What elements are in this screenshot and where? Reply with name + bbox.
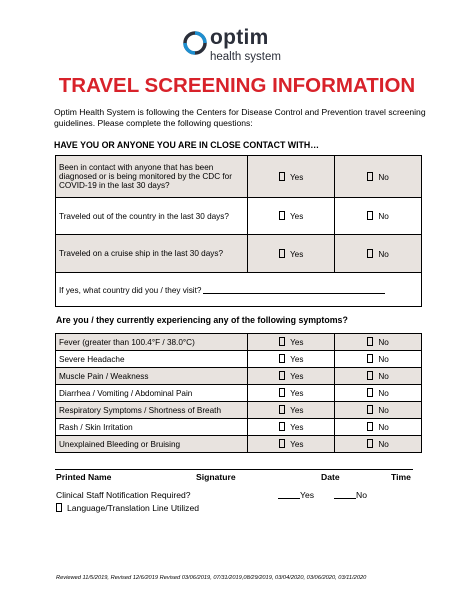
signature-line[interactable] bbox=[55, 469, 413, 470]
yes-option[interactable] bbox=[248, 402, 335, 419]
checkbox-icon[interactable] bbox=[367, 422, 373, 431]
checkbox-icon[interactable] bbox=[279, 354, 285, 363]
yes-option[interactable] bbox=[248, 419, 335, 436]
no-label: No bbox=[378, 172, 389, 182]
table-row bbox=[56, 419, 422, 436]
checkbox-icon[interactable] bbox=[279, 439, 285, 448]
signature-label: Signature bbox=[196, 472, 236, 482]
contact-questions-table bbox=[55, 155, 422, 307]
table-row bbox=[56, 198, 422, 235]
checkbox-icon[interactable] bbox=[279, 211, 285, 220]
yes-option[interactable] bbox=[248, 351, 335, 368]
notification-no-blank[interactable] bbox=[334, 490, 356, 499]
date-label: Date bbox=[321, 472, 340, 482]
yes-label: Yes bbox=[290, 423, 304, 432]
country-question: If yes, what country did you / they visit? bbox=[59, 285, 202, 295]
table-row bbox=[56, 436, 422, 453]
no-option[interactable] bbox=[335, 334, 422, 351]
notification-no-label: No bbox=[356, 490, 367, 500]
page-title: TRAVEL SCREENING INFORMATION bbox=[58, 74, 416, 97]
no-label: No bbox=[378, 406, 389, 415]
checkbox-icon[interactable] bbox=[367, 337, 373, 346]
checkbox-icon[interactable] bbox=[367, 371, 373, 380]
checkbox-icon[interactable] bbox=[367, 405, 373, 414]
checkbox-icon[interactable] bbox=[279, 249, 285, 258]
language-line-option[interactable] bbox=[56, 503, 199, 513]
no-label: No bbox=[378, 212, 389, 221]
intro-text: Optim Health System is following the Centers for Disease Control and Prevention travel screening guidelines. Please complete the following questions: bbox=[54, 107, 426, 128]
no-option[interactable] bbox=[335, 156, 422, 198]
no-label: No bbox=[378, 338, 389, 347]
notification-yes[interactable] bbox=[278, 490, 314, 500]
table-row bbox=[56, 334, 422, 351]
table-row bbox=[56, 156, 422, 198]
table-row bbox=[56, 351, 422, 368]
no-label: No bbox=[378, 423, 389, 432]
no-option[interactable] bbox=[335, 351, 422, 368]
yes-label: Yes bbox=[289, 172, 304, 182]
yes-label: Yes bbox=[290, 389, 304, 398]
yes-label: Yes bbox=[290, 372, 304, 381]
yes-option[interactable] bbox=[248, 436, 335, 453]
country-input[interactable] bbox=[203, 285, 385, 294]
optim-logo bbox=[182, 28, 312, 68]
no-label: No bbox=[378, 249, 389, 259]
checkbox-icon[interactable] bbox=[367, 439, 373, 448]
question-cell: Been in contact with anyone that has been diagnosed or is being monitored by the CDC for COVID-19 in the last 30 days? bbox=[56, 156, 248, 198]
symptoms-table bbox=[55, 333, 422, 453]
yes-option[interactable] bbox=[248, 198, 335, 235]
yes-option[interactable] bbox=[248, 156, 335, 198]
yes-label: Yes bbox=[290, 338, 304, 347]
optim-logo-icon bbox=[182, 30, 208, 56]
logo-wordmark: optim bbox=[210, 26, 269, 49]
yes-label: Yes bbox=[290, 440, 304, 449]
no-option[interactable] bbox=[335, 385, 422, 402]
question-cell: Traveled out of the country in the last 30 days? bbox=[56, 198, 248, 235]
question-cell: Rash / Skin Irritation bbox=[56, 419, 248, 436]
language-line-label: Language/Translation Line Utilized bbox=[67, 503, 200, 513]
no-option[interactable] bbox=[335, 436, 422, 453]
no-option[interactable] bbox=[335, 419, 422, 436]
revision-note: Reviewed 11/5/2019, Revised 12/6/2019 Revised 03/06/2019, 07/31/2019,08/29/2019, 03/04/2020, 03/06/2020, 03/11/2020 bbox=[56, 575, 367, 581]
notification-yes-label: Yes bbox=[300, 490, 315, 500]
no-label: No bbox=[378, 440, 389, 449]
question-cell: Unexplained Bleeding or Bruising bbox=[56, 436, 248, 453]
section1-heading: HAVE YOU OR ANYONE YOU ARE IN CLOSE CONTACT WITH… bbox=[54, 140, 320, 150]
checkbox-icon[interactable] bbox=[367, 211, 373, 220]
no-label: No bbox=[378, 389, 389, 398]
checkbox-icon[interactable] bbox=[367, 172, 373, 181]
no-option[interactable] bbox=[335, 368, 422, 385]
question-cell: Traveled on a cruise ship in the last 30 days? bbox=[56, 235, 248, 273]
yes-label: Yes bbox=[289, 249, 304, 259]
checkbox-icon[interactable] bbox=[279, 337, 285, 346]
question-cell: Fever (greater than 100.4°F / 38.0°C) bbox=[56, 334, 248, 351]
country-question-cell bbox=[56, 273, 422, 307]
checkbox-icon[interactable] bbox=[279, 172, 285, 181]
yes-option[interactable] bbox=[248, 368, 335, 385]
table-row bbox=[56, 385, 422, 402]
yes-label: Yes bbox=[290, 355, 304, 364]
table-row bbox=[56, 402, 422, 419]
checkbox-icon[interactable] bbox=[367, 354, 373, 363]
no-option[interactable] bbox=[335, 402, 422, 419]
notification-yes-blank[interactable] bbox=[278, 490, 300, 499]
checkbox-icon[interactable] bbox=[279, 422, 285, 431]
table-row bbox=[56, 273, 422, 307]
checkbox-icon[interactable] bbox=[279, 371, 285, 380]
table-row bbox=[56, 368, 422, 385]
notification-label: Clinical Staff Notification Required? bbox=[56, 490, 191, 500]
question-cell: Severe Headache bbox=[56, 351, 248, 368]
no-label: No bbox=[378, 372, 389, 381]
yes-option[interactable] bbox=[248, 334, 335, 351]
no-option[interactable] bbox=[335, 198, 422, 235]
checkbox-icon[interactable] bbox=[56, 503, 62, 512]
checkbox-icon[interactable] bbox=[279, 388, 285, 397]
checkbox-icon[interactable] bbox=[367, 388, 373, 397]
notification-no[interactable] bbox=[334, 490, 367, 500]
yes-label: Yes bbox=[289, 212, 304, 221]
question-cell: Diarrhea / Vomiting / Abdominal Pain bbox=[56, 385, 248, 402]
yes-option[interactable] bbox=[248, 385, 335, 402]
table-row bbox=[56, 235, 422, 273]
question-cell: Respiratory Symptoms / Shortness of Breath bbox=[56, 402, 248, 419]
no-option[interactable] bbox=[335, 235, 422, 273]
yes-option[interactable] bbox=[248, 235, 335, 273]
checkbox-icon[interactable] bbox=[367, 249, 373, 258]
section2-heading: Are you / they currently experiencing any of the following symptoms? bbox=[56, 315, 348, 325]
time-label: Time bbox=[391, 472, 411, 482]
yes-label: Yes bbox=[290, 406, 304, 415]
no-label: No bbox=[378, 355, 389, 364]
printed-name-label: Printed Name bbox=[56, 472, 112, 482]
checkbox-icon[interactable] bbox=[279, 405, 285, 414]
logo-subtitle: health system bbox=[210, 51, 281, 63]
question-cell: Muscle Pain / Weakness bbox=[56, 368, 248, 385]
